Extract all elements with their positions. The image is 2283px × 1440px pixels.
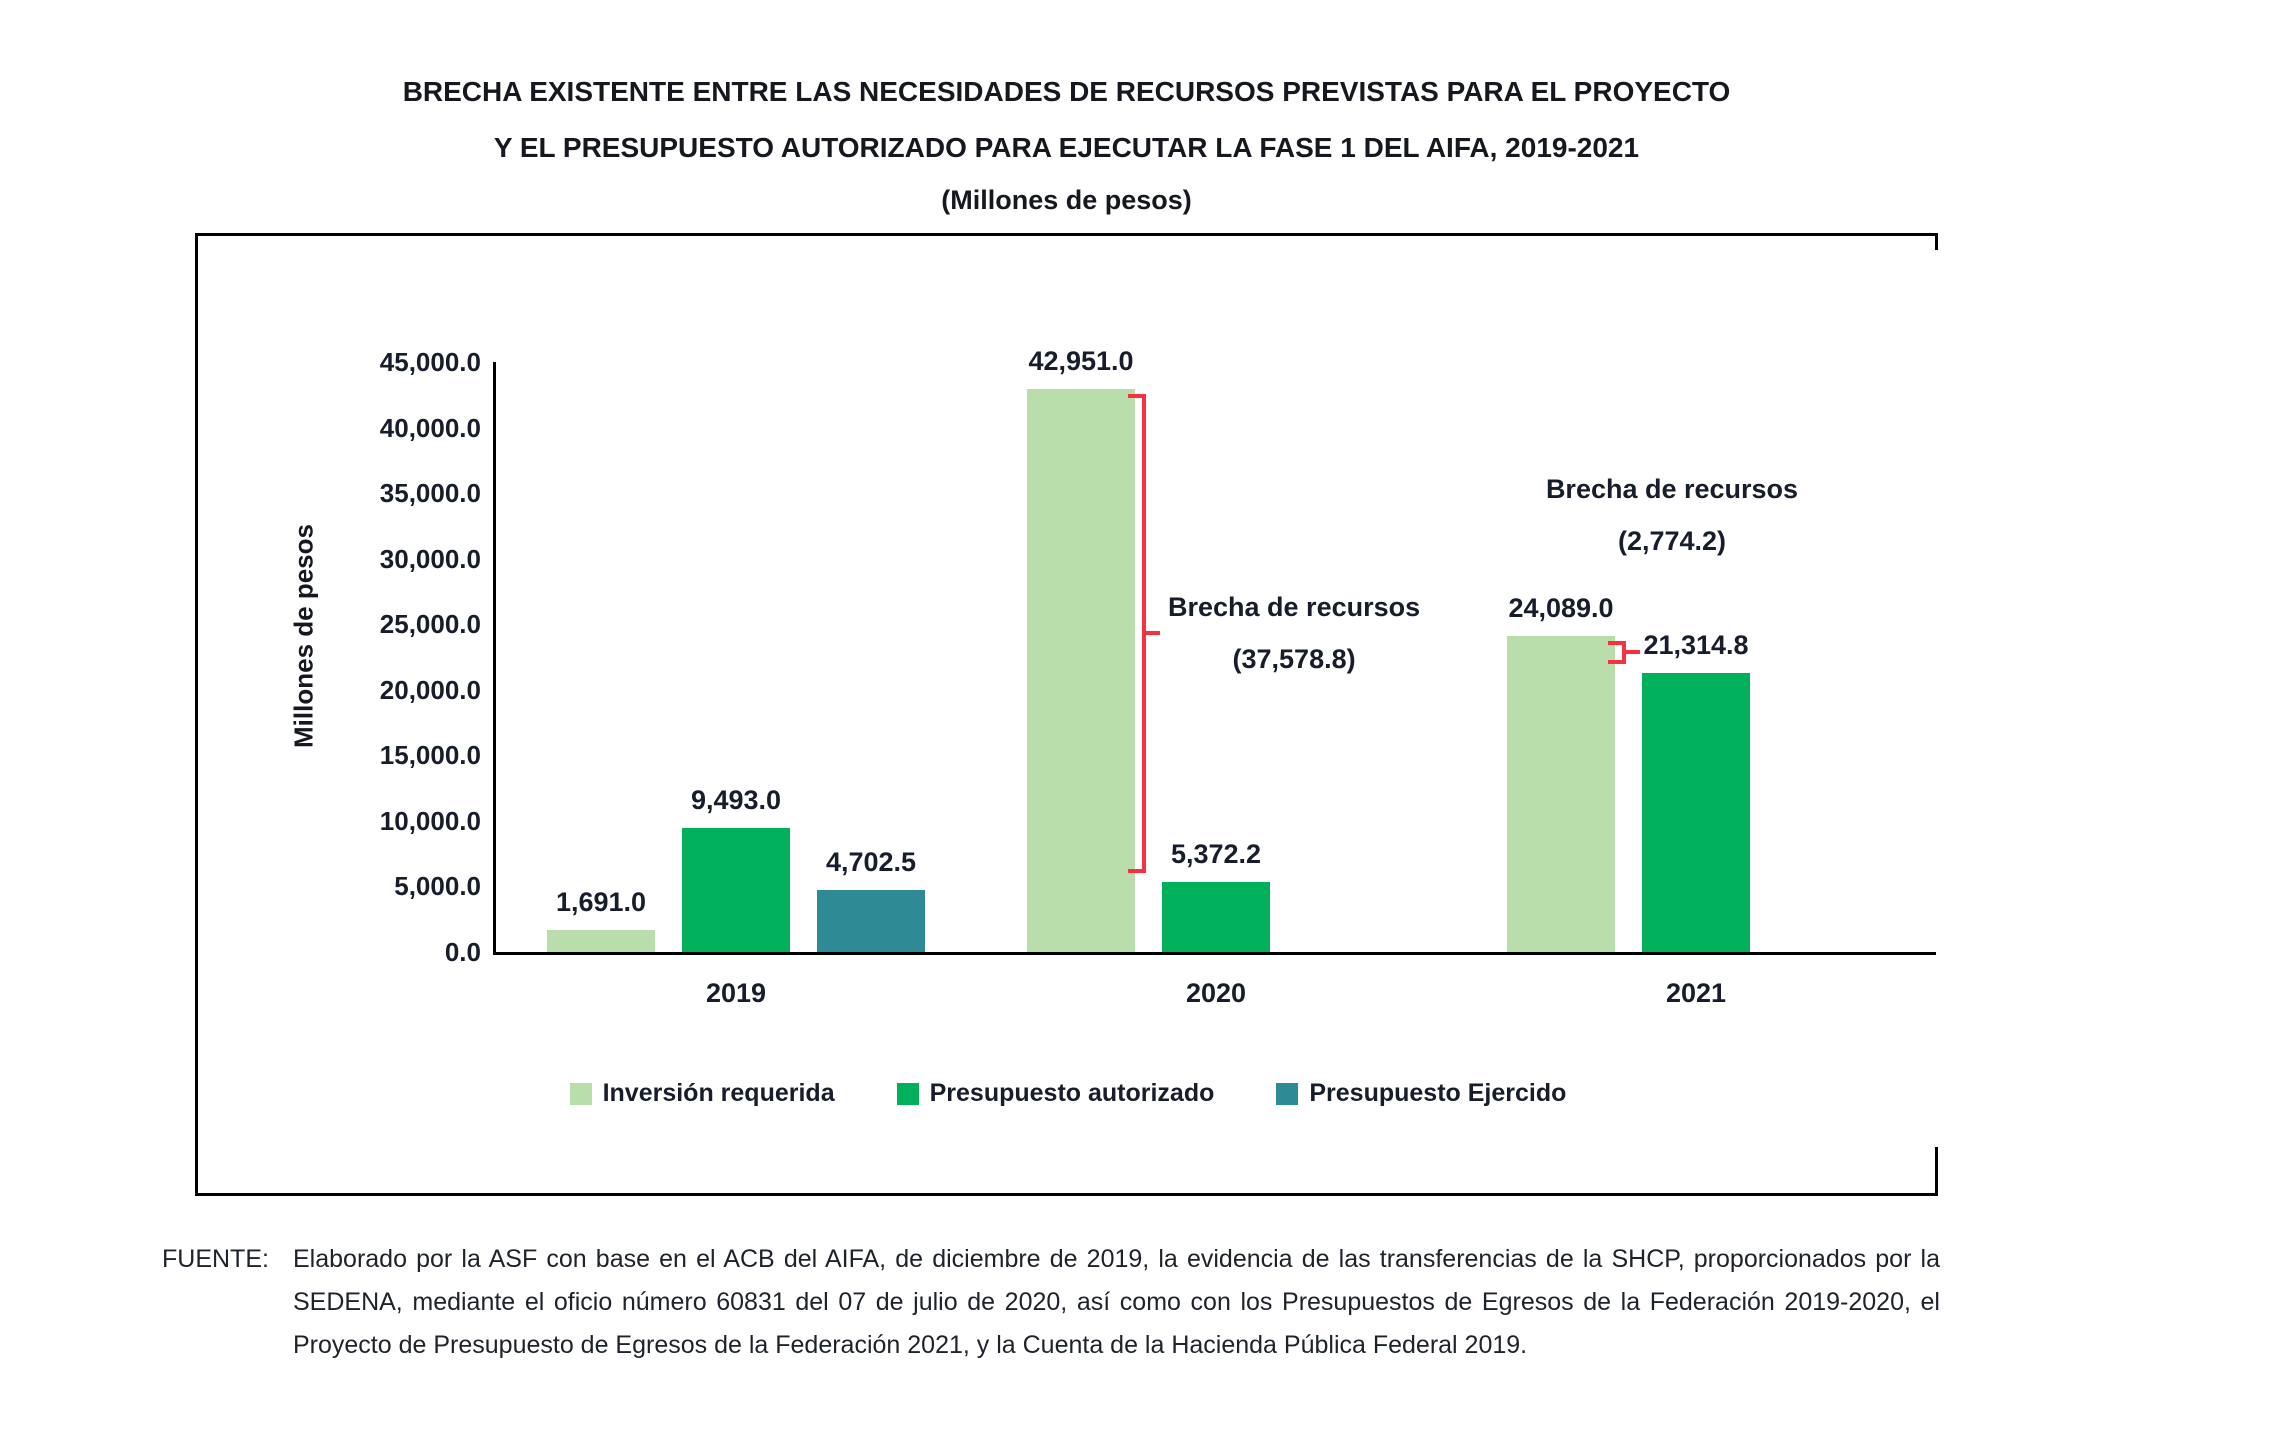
gap-annotation-2021	[1546, 463, 1798, 567]
bar-value-label-presupuesto-autorizado-2021: 21,314.8	[1643, 629, 1749, 660]
source-text: Elaborado por la ASF con base en el ACB del AIFA, de diciembre de 2019, la evidencia de las transferencias de la SHCP, proporcionados por la SEDENA, mediante el oficio número 60831 del 07 de julio de 2020, así como con los Presupuestos de Egresos de la Federación 2019-2020, el Proyecto de Presupuesto de Egresos de la Federación 2021, y la Cuenta de la Hacienda Pública Federal 2019.	[293, 1245, 1940, 1359]
legend-swatch-presupuesto-ejercido	[1276, 1083, 1298, 1105]
legend-item-label: Presupuesto autorizado	[929, 1079, 1215, 1107]
bar-value-label-presupuesto-ejercido-2019: 4,702.5	[825, 847, 917, 878]
y-tick-label: 45,000.0	[379, 347, 481, 377]
bar-inversion-requerida-2021	[1507, 636, 1615, 952]
bracket-tick-top	[1608, 641, 1622, 645]
frame-right-stub-top	[1935, 236, 1938, 250]
y-tick-label: 10,000.0	[379, 805, 481, 836]
bracket-tick-bottom	[1608, 660, 1622, 664]
annotation-line2: (37,578.8)	[1232, 644, 1356, 675]
bar-inversion-requerida-2020	[1027, 389, 1135, 952]
legend-item-label: Presupuesto Ejercido	[1309, 1079, 1567, 1107]
annotation-line1: Brecha de recursos	[1168, 592, 1421, 623]
annotation-line1: Brecha de recursos	[1545, 474, 1799, 505]
bar-value-label-inversion-requerida-2021: 24,089.0	[1508, 593, 1614, 624]
y-tick-label: 35,000.0	[379, 478, 481, 509]
y-tick-label: 0.0	[444, 937, 481, 967]
plot-area	[493, 345, 1936, 955]
bracket-tick-bottom	[1128, 869, 1142, 873]
y-tick-label: 25,000.0	[379, 609, 481, 640]
x-category-label-2019: 2019	[705, 978, 767, 1008]
y-tick-label: 15,000.0	[379, 740, 481, 771]
y-tick-label: 30,000.0	[379, 543, 481, 574]
frame-right-stub-bottom	[1935, 1147, 1938, 1193]
bar-inversion-requerida-2019	[547, 930, 655, 952]
legend	[198, 1079, 1938, 1108]
y-tick-label: 40,000.0	[379, 412, 481, 443]
legend-swatch-presupuesto-autorizado	[897, 1083, 919, 1105]
chart-frame	[195, 233, 1938, 1196]
chart-title-units: (Millones de pesos)	[941, 185, 1192, 215]
bar-presupuesto-ejercido-2019	[817, 890, 925, 952]
bracket-tick-top	[1128, 394, 1142, 398]
y-axis-title: Millones de pesos	[288, 524, 319, 748]
bracket-tick-mid	[1146, 631, 1160, 635]
gap-annotation-2020	[1168, 581, 1420, 685]
y-tick-label: 20,000.0	[379, 674, 481, 705]
legend-item-label: Inversión requerida	[602, 1079, 835, 1107]
legend-item-presupuesto-autorizado	[897, 1079, 1215, 1108]
legend-item-presupuesto-ejercido	[1276, 1079, 1566, 1108]
bar-presupuesto-autorizado-2020	[1162, 882, 1270, 952]
x-category-label-2021: 2021	[1665, 978, 1727, 1008]
y-axis-ticks	[198, 347, 481, 967]
bar-presupuesto-autorizado-2019	[682, 828, 790, 952]
bar-value-label-presupuesto-autorizado-2020: 5,372.2	[1170, 838, 1262, 869]
legend-item-inversion-requerida	[570, 1079, 835, 1108]
y-tick-label: 5,000.0	[394, 871, 481, 902]
gap-bracket-2020	[1142, 394, 1146, 873]
bracket-tick-mid	[1626, 650, 1640, 654]
chart-title-line1: BRECHA EXISTENTE ENTRE LAS NECESIDADES DE RECURSOS PREVISTAS PARA EL PROYECTO	[402, 76, 1731, 107]
bar-value-label-inversion-requerida-2019: 1,691.0	[555, 886, 647, 917]
annotation-line2: (2,774.2)	[1617, 526, 1727, 557]
chart-title	[195, 64, 1938, 224]
chart-title-line2: Y EL PRESUPUESTO AUTORIZADO PARA EJECUTAR LA FASE 1 DEL AIFA, 2019-2021	[493, 132, 1640, 163]
legend-swatch-inversion-requerida	[570, 1083, 592, 1105]
bar-presupuesto-autorizado-2021	[1642, 673, 1750, 952]
gap-bracket-2021	[1622, 641, 1626, 663]
bar-value-label-inversion-requerida-2020: 42,951.0	[1028, 345, 1134, 376]
source-label: FUENTE:	[162, 1245, 269, 1273]
bar-value-label-presupuesto-autorizado-2019: 9,493.0	[690, 784, 782, 815]
source-note	[162, 1238, 1940, 1367]
x-category-label-2020: 2020	[1185, 978, 1247, 1008]
